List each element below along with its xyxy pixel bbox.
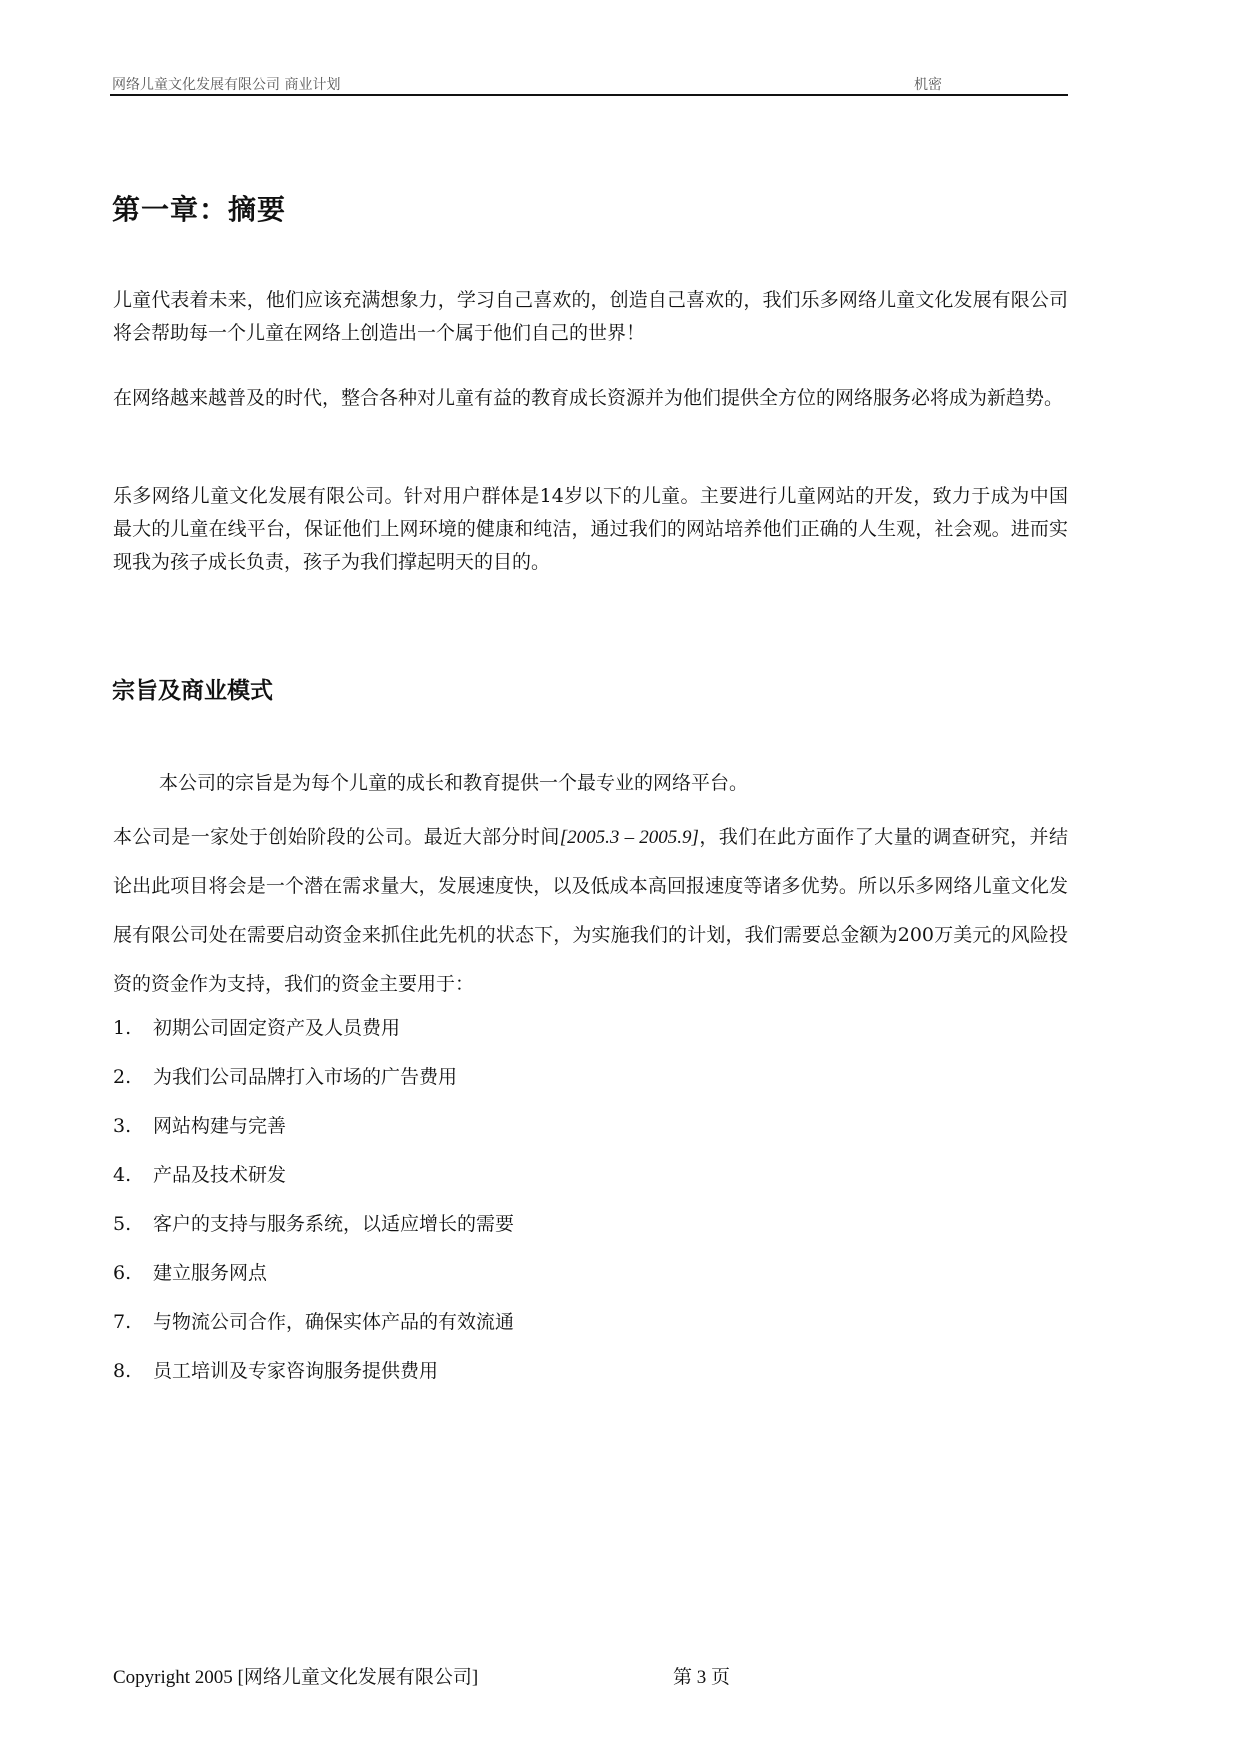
list-item-text: 产品及技术研发: [153, 1164, 287, 1186]
intro-paragraph: 乐多网络儿童文化发展有限公司。针对用户群体是14岁以下的儿童。主要进行儿童网站的开发，致力于成为中国最大的儿童在线平台，保证他们上网环境的健康和纯洁，通过我们的网站培养他们正确的人生观，社会观。进而实现我为孩子成长负责，孩子为我们撑起明天的目的。: [113, 485, 1068, 573]
list-item-text: 为我们公司品牌打入市场的广告费用: [153, 1066, 458, 1088]
page-header: [110, 72, 1068, 96]
copyright-notice: Copyright 2005 [网络儿童文化发展有限公司]: [113, 1667, 479, 1688]
business-text-end: ，我们在此方面作了大量的调查研究，并结论出此项目将会是一个潜在需求量大，发展速度快，以及低成本高回报速度等诸多优势。所以乐多网络儿童文化发展有限公司处在需要启动资金来抓住此先机的状态下，为实施我们的计划，我们需要总金额为200万美元的风险投资的资金作为支持，我们的资金主要用于：: [113, 826, 1068, 995]
list-item-number: 8.: [113, 1360, 132, 1382]
list-item-number: 2.: [113, 1066, 132, 1088]
list-item-text: 网站构建与完善: [153, 1115, 287, 1137]
list-item-number: 5.: [113, 1213, 132, 1235]
list-item-text: 建立服务网点: [153, 1262, 268, 1284]
section-title: 宗旨及商业模式: [112, 678, 273, 704]
list-item-text: 初期公司固定资产及人员费用: [153, 1017, 401, 1039]
fund-use-list: [113, 1013, 514, 1405]
business-paragraph: [113, 813, 1068, 1009]
list-item: [113, 1258, 514, 1307]
list-item-number: 1.: [113, 1017, 132, 1039]
intro-paragraph: 在网络越来越普及的时代，整合各种对儿童有益的教育成长资源并为他们提供全方位的网络服务必将成为新趋势。: [113, 387, 1064, 409]
list-item-text: 员工培训及专家咨询服务提供费用: [153, 1360, 439, 1382]
list-item-text: 客户的支持与服务系统，以适应增长的需要: [153, 1213, 515, 1235]
list-item: [113, 1013, 514, 1062]
list-item: [113, 1209, 514, 1258]
list-item-number: 3.: [113, 1115, 132, 1137]
purpose-statement: 本公司的宗旨是为每个儿童的成长和教育提供一个最专业的网络平台。: [159, 772, 749, 794]
list-item: [113, 1160, 514, 1209]
list-item-text: 与物流公司合作，确保实体产品的有效流通: [153, 1311, 515, 1333]
header-confidential: 机密: [914, 77, 942, 93]
list-item-number: 6.: [113, 1262, 132, 1284]
header-company-plan: 网络儿童文化发展有限公司 商业计划: [112, 77, 341, 93]
list-item-number: 7.: [113, 1311, 132, 1333]
page-number: 第 3 页: [673, 1667, 731, 1688]
chapter-title: 第一章：摘要: [112, 193, 287, 226]
list-item: [113, 1356, 514, 1405]
list-item: [113, 1307, 514, 1356]
list-item-number: 4.: [113, 1164, 132, 1186]
list-item: [113, 1062, 514, 1111]
intro-paragraph: 儿童代表着未来，他们应该充满想象力，学习自己喜欢的，创造自己喜欢的，我们乐多网络儿童文化发展有限公司将会帮助每一个儿童在网络上创造出一个属于他们自己的世界！: [113, 289, 1068, 344]
business-text-start: 本公司是一家处于创始阶段的公司。最近大部分时间: [113, 826, 560, 848]
list-item: [113, 1111, 514, 1160]
research-period: [2005.3 – 2005.9]: [559, 827, 699, 848]
